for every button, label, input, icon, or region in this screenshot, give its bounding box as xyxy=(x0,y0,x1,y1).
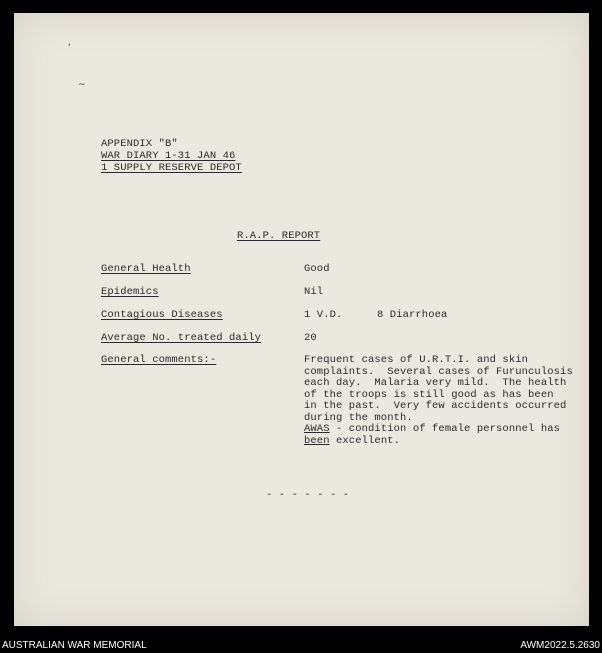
footer-accession-number: AWM2022.5.2630 xyxy=(520,640,600,651)
general-comments-label: General comments:- xyxy=(101,354,217,366)
comment-line: of the troops is still good as has been xyxy=(304,388,554,401)
paper-mark: ~ xyxy=(78,80,86,90)
comment-line: in the past. Very few accidents occurred xyxy=(304,400,567,412)
awas-text: - condition of female personnel has xyxy=(329,423,561,435)
unit-label: 1 SUPPLY RESERVE DEPOT xyxy=(101,162,242,174)
comment-line-final xyxy=(304,436,554,448)
war-diary-label: WAR DIARY 1-31 JAN 46 xyxy=(101,150,236,162)
report-title: R.A.P. REPORT xyxy=(237,230,321,242)
comment-line: during the month. xyxy=(304,411,413,424)
comment-line: each day. Malaria very mild. The health xyxy=(304,377,567,389)
vd-count: 1 V.D. xyxy=(304,309,343,321)
contagious-diseases-label: Contagious Diseases xyxy=(101,309,223,321)
footer-institution: AUSTRALIAN WAR MEMORIAL xyxy=(2,640,147,651)
paper-mark: ' xyxy=(68,43,71,53)
general-health-value: Good xyxy=(304,263,330,275)
epidemics-label: Epidemics xyxy=(101,286,159,298)
been-word: been xyxy=(304,434,330,447)
epidemics-value: Nil xyxy=(304,286,324,298)
general-comments-text xyxy=(304,354,573,447)
excellent-text: excellent. xyxy=(329,434,401,447)
appendix-label: APPENDIX "B" xyxy=(101,138,178,150)
average-treated-label: Average No. treated daily xyxy=(101,332,262,344)
average-treated-value: 20 xyxy=(304,332,317,344)
general-health-label: General Health xyxy=(101,263,191,275)
diarrhoea-count: 8 Diarrhoea xyxy=(377,309,448,321)
comment-line: complaints. Several cases of Furunculosis xyxy=(304,365,573,378)
separator-dashes: - - - - - - - xyxy=(266,489,350,501)
comment-line: Frequent cases of U.R.T.I. and skin xyxy=(304,354,529,366)
awas-label: AWAS xyxy=(304,423,330,435)
